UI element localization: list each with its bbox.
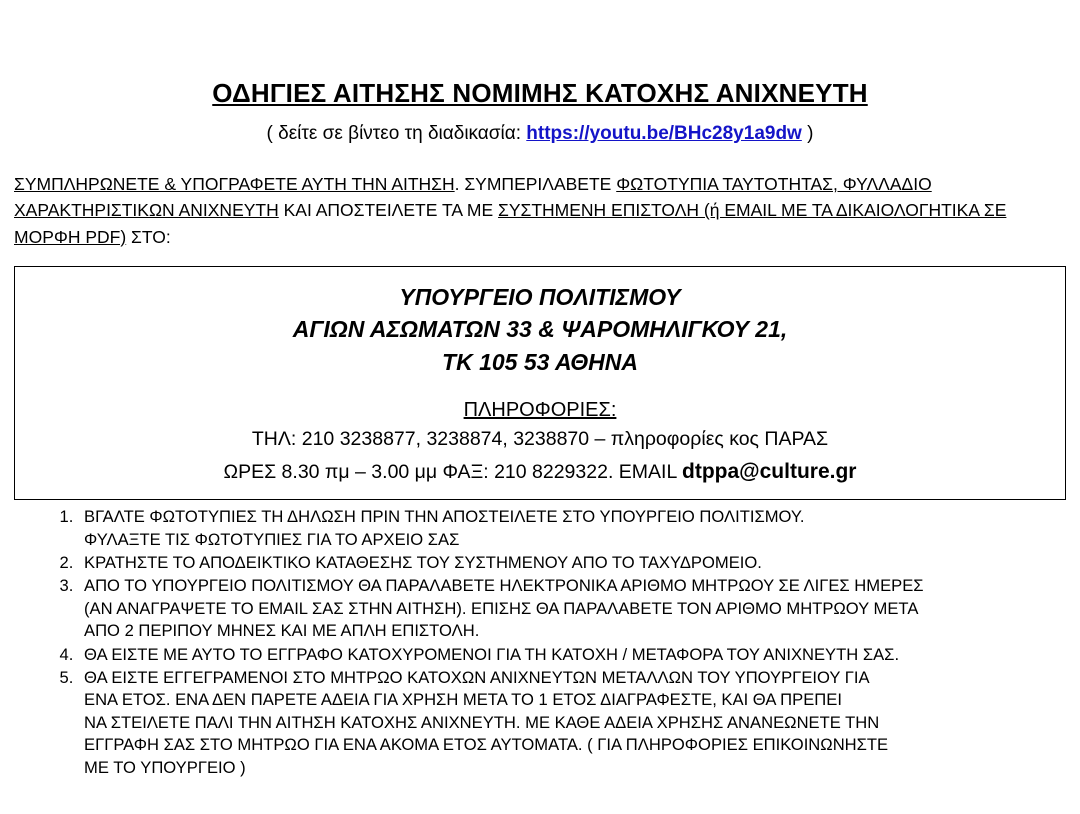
list-item [78, 575, 1066, 642]
step-line: ΕΓΓΡΑΦΗ ΣΑΣ ΣΤΟ ΜΗΤΡΩΟ ΓΙΑ ΕΝΑ ΑΚΟΜΑ ΕΤΟΣ ΑΥΤΟΜΑΤΑ. ( ΓΙΑ ΠΛΗΡΟΦΟΡΙΕΣ ΕΠΙΚΟΙΝΩΝΗΣΤΕ [84, 735, 889, 755]
video-subtitle [14, 123, 1066, 145]
intro-paragraph [14, 171, 1066, 250]
address-box [14, 266, 1066, 500]
intro-part-2: . ΣΥΜΠΕΡΙΛΑΒΕΤΕ [454, 174, 617, 194]
step-line: 1. ΒΓΑΛΤΕ ΦΩΤΟΤΥΠΙΕΣ ΤΗ ΔΗΛΩΣΗ ΠΡΙΝ ΤΗΝ ΑΠΟΣΤΕΙΛΕΤΕ ΣΤΟ ΥΠΟΥΡΓΕΙΟ ΠΟΛΙΤΙΣΜΟΥ. [84, 507, 805, 527]
intro-part-1: ΣΥΜΠΛΗΡΩΝΕΤΕ & ΥΠΟΓΡΑΦΕΤΕ ΑΥΤΗ ΤΗΝ ΑΙΤΗΣΗ [14, 174, 455, 194]
list-item [78, 506, 1066, 551]
step-line: ΝΑ ΣΤΕΙΛΕΤΕ ΠΑΛΙ ΤΗΝ ΑΙΤΗΣΗ ΚΑΤΟΧΗΣ ΑΝΙΧΝΕΥΤΗ. ΜΕ ΚΑΘΕ ΑΔΕΙΑ ΧΡΗΣΗΣ ΑΝΑΝΕΩΝΕΤΕ ΤΗΝ [84, 712, 880, 732]
address-line-street: ΑΓΙΩΝ ΑΣΩΜΑΤΩΝ 33 & ΨΑΡΟΜΗΛΙΓΚΟΥ 21, [292, 316, 788, 343]
info-phone-line: ΤΗΛ: 210 3238877, 3238874, 3238870 – πληροφορίες κος ΠΑΡΑΣ [251, 427, 829, 450]
video-subtitle-prefix: ( δείτε σε βίντεο τη διαδικασία: [266, 123, 527, 144]
instructions-list [14, 506, 1066, 779]
list-item [78, 552, 1066, 574]
step-line: 5. ΘΑ ΕΙΣΤΕ ΕΓΓΕΓΡΑΜΕΝΟΙ ΣΤΟ ΜΗΤΡΩΟ ΚΑΤΟΧΩΝ ΑΝΙΧΝΕΥΤΩΝ ΜΕΤΑΛΛΩΝ ΤΟΥ ΥΠΟΥΡΓΕΙΟΥ ΓΙΑ [84, 667, 870, 687]
step-line: ΑΠΟ 2 ΠΕΡΙΠΟΥ ΜΗΝΕΣ ΚΑΙ ΜΕ ΑΠΛΗ ΕΠΙΣΤΟΛΗ. [84, 621, 480, 641]
info-heading: ΠΛΗΡΟΦΟΡΙΕΣ: [463, 398, 617, 421]
youtube-link[interactable]: https://youtu.be/BHc28y1a9dw [526, 123, 802, 144]
step-line: 3. ΑΠΟ ΤΟ ΥΠΟΥΡΓΕΙΟ ΠΟΛΙΤΙΣΜΟΥ ΘΑ ΠΑΡΑΛΑΒΕΤΕ ΗΛΕΚΤΡΟΝΙΚΑ ΑΡΙΘΜΟ ΜΗΤΡΩΟΥ ΣΕ ΛΙΓΕΣ ΗΜΕΡΕΣ [84, 576, 924, 596]
info-email: dtppa@culture.gr [682, 460, 857, 484]
step-line: 4. ΘΑ ΕΙΣΤΕ ΜΕ ΑΥΤΟ ΤΟ ΕΓΓΡΑΦΟ ΚΑΤΟΧΥΡΟΜΕΝΟΙ ΓΙΑ ΤΗ ΚΑΤΟΧΗ / ΜΕΤΑΦΟΡΑ ΤΟΥ ΑΝΙΧΝΕΥΤΗ ΣΑΣ. [84, 644, 900, 664]
address-line-ministry: ΥΠΟΥΡΓΕΙΟ ΠΟΛΙΤΙΣΜΟΥ [399, 283, 681, 310]
intro-part-5: ΣΥΣΤΗΜΕΝΗ ΕΠΙΣΤΟΛΗ (ή EMAIL ΜΕ ΤΑ ΔΙΚΑΙΟΛΟΓΗΤΙΚΑ ΣΕ ΜΟΡΦΗ PDF) [14, 200, 1007, 247]
info-hours-text: ΩΡΕΣ 8.30 πμ – 3.00 μμ ΦΑΞ: 210 8229322. EMAIL [223, 461, 682, 484]
step-line: ΦΥΛΑΞΤΕ ΤΙΣ ΦΩΤΟΤΥΠΙΕΣ ΓΙΑ ΤΟ ΑΡΧΕΙΟ ΣΑΣ [84, 529, 460, 549]
list-item [78, 644, 1066, 666]
step-line: 2. ΚΡΑΤΗΣΤΕ ΤΟ ΑΠΟΔΕΙΚΤΙΚΟ ΚΑΤΑΘΕΣΗΣ ΤΟΥ ΣΥΣΤΗΜΕΝΟΥ ΑΠΟ ΤΟ ΤΑΧΥΔΡΟΜΕΙΟ. [84, 553, 762, 572]
step-line: ΕΝΑ ΕΤΟΣ. ΕΝΑ ΔΕΝ ΠΑΡΕΤΕ ΑΔΕΙΑ ΓΙΑ ΧΡΗΣΗ ΜΕΤΑ ΤΟ 1 ΕΤΟΣ ΔΙΑΓΡΑΦΕΣΤΕ, ΚΑΙ ΘΑ ΠΡΕΠΕΙ [84, 690, 842, 710]
list-item [78, 667, 1066, 779]
intro-part-4: ΚΑΙ ΑΠΟΣΤΕΙΛΕΤΕ ΤΑ ΜΕ [278, 200, 499, 221]
document-page [0, 78, 1080, 814]
video-subtitle-suffix: ) [801, 123, 814, 144]
step-line: (ΑΝ ΑΝΑΓΡΑΨΕΤΕ ΤΟ EMAIL ΣΑΣ ΣΤΗΝ ΑΙΤΗΣΗ). ΕΠΙΣΗΣ ΘΑ ΠΑΡΑΛΑΒΕΤΕ ΤΟΝ ΑΡΙΘΜΟ ΜΗΤΡΩΟΥ ΜΕΤΑ [84, 598, 919, 618]
intro-part-3: ΦΩΤΟΤΥΠΙΑ ΤΑΥΤΟΤΗΤΑΣ, ΦΥΛΛΑΔΙΟ ΧΑΡΑΚΤΗΡΙΣΤΙΚΩΝ ΑΝΙΧΝΕΥΤΗ [14, 174, 932, 221]
info-hours-line [25, 457, 1055, 487]
step-line: ΜΕ ΤΟ ΥΠΟΥΡΓΕΙΟ ) [84, 757, 246, 777]
address-line-city: ΤΚ 105 53 ΑΘΗΝΑ [442, 349, 638, 376]
page-title: ΟΔΗΓΙΕΣ ΑΙΤΗΣΗΣ ΝΟΜΙΜΗΣ ΚΑΤΟΧΗΣ ΑΝΙΧΝΕΥΤΗ [212, 78, 868, 108]
intro-part-6: ΣΤΟ: [126, 226, 171, 247]
